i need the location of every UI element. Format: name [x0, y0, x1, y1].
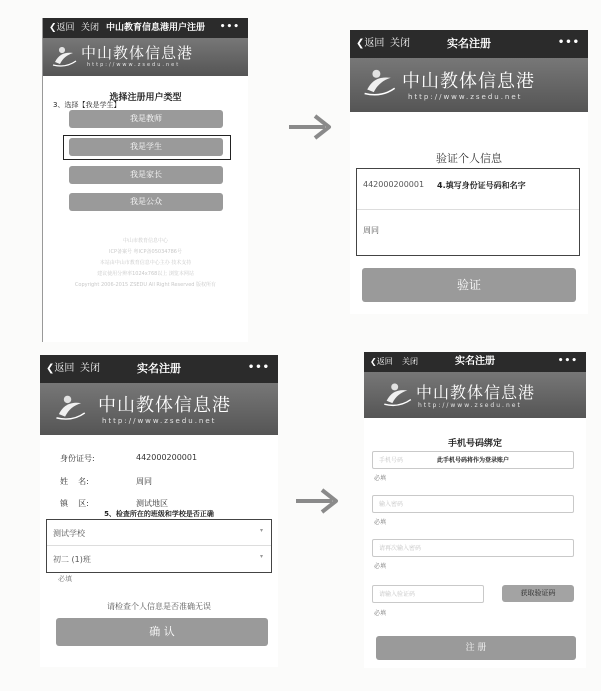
site-banner: [364, 372, 586, 418]
more-icon[interactable]: •••: [219, 22, 240, 32]
verify-button[interactable]: 验证: [362, 268, 576, 302]
page-title: 中山教育信息港用户注册: [105, 23, 205, 33]
title-bar: [43, 18, 248, 38]
back-button[interactable]: ❮返回: [46, 363, 75, 374]
footer-line: 本站由中山市教育信息中心主办 技术支持: [99, 260, 192, 266]
phone-note: 此手机号码将作为登录账户: [437, 457, 510, 464]
brand-url: http://www.zsedu.net: [418, 402, 522, 409]
more-icon[interactable]: •••: [557, 37, 580, 48]
public-button[interactable]: 我是公众: [69, 193, 223, 211]
title-bar: [40, 355, 278, 383]
dropdown-arrow-icon: ▾: [259, 527, 263, 534]
brand-url: http://www.zsedu.net: [87, 62, 181, 68]
brand-name: 中山教体信息港: [402, 71, 535, 92]
footer-line: ICP备案号 粤ICP备05034786号: [108, 249, 182, 255]
brand-name: 中山教体信息港: [81, 44, 194, 62]
footer-line: 建议使用分辨率1024x768以上 浏览本网站: [97, 271, 194, 277]
logo-icon: [382, 380, 412, 410]
arrow-right-icon: [287, 112, 333, 142]
brand-url: http://www.zsedu.net: [102, 417, 217, 425]
teacher-button[interactable]: 我是教师: [69, 110, 223, 128]
more-icon[interactable]: •••: [557, 356, 578, 366]
close-button[interactable]: 关闭: [81, 23, 100, 33]
section-heading: 选择注册用户类型: [109, 93, 182, 103]
required-note: 必填: [374, 475, 387, 482]
dropdown-arrow-icon: ▾: [259, 553, 263, 560]
back-button[interactable]: ❮返回: [49, 23, 75, 33]
back-button[interactable]: ❮返回: [370, 357, 393, 366]
screen-confirm-info: [40, 355, 278, 667]
required-note: 必填: [374, 610, 387, 617]
title-bar: [350, 30, 588, 58]
school-select[interactable]: 测试学校 ▾: [47, 520, 271, 546]
close-button[interactable]: 关闭: [80, 363, 100, 374]
arrow-right-icon: [294, 486, 340, 516]
id-number-field[interactable]: [357, 169, 579, 210]
section-heading: 验证个人信息: [436, 152, 502, 165]
site-banner: [43, 38, 248, 76]
brand-name: 中山教体信息港: [416, 383, 536, 402]
verify-form-box: [356, 168, 580, 256]
required-note: 必填: [374, 563, 387, 570]
close-button[interactable]: 关闭: [402, 357, 418, 366]
confirm-password-field[interactable]: 请再次输入密码: [372, 539, 574, 557]
class-select[interactable]: 初二 (1)班 ▾: [53, 553, 263, 564]
name-value: 周同: [136, 477, 152, 486]
page-title: 实名注册: [447, 37, 491, 50]
name-field[interactable]: 周同: [363, 226, 379, 235]
confirm-hint: 请检查个人信息是否准确无误: [107, 602, 211, 611]
confirm-button[interactable]: 确 认: [56, 618, 268, 646]
school-class-box: [46, 519, 272, 573]
section-heading: 手机号码绑定: [447, 439, 502, 449]
logo-icon: [362, 66, 396, 100]
brand-url: http://www.zsedu.net: [408, 93, 523, 101]
step-note: 5、检查所在的班级和学校是否正确: [104, 510, 214, 518]
district-value: 测试地区: [136, 499, 168, 508]
back-button[interactable]: ❮返回: [356, 38, 385, 49]
parent-button[interactable]: 我是家长: [69, 166, 223, 184]
verification-code-field[interactable]: 请输入验证码: [372, 585, 484, 603]
step-note: 4.填写身份证号码和名字: [437, 181, 526, 190]
site-banner: [350, 58, 588, 112]
screen-choose-user-type: [42, 18, 248, 342]
register-button[interactable]: 注 册: [376, 636, 576, 660]
site-banner: [40, 383, 278, 435]
password-field[interactable]: 输入密码: [372, 495, 574, 513]
required-note: 必填: [58, 575, 72, 583]
close-button[interactable]: 关闭: [390, 38, 410, 49]
logo-icon: [54, 392, 86, 424]
more-icon[interactable]: •••: [247, 362, 270, 373]
footer-line: 中山市教育信息中心: [122, 238, 168, 244]
get-code-button[interactable]: 获取验证码: [502, 585, 574, 602]
page-title: 实名注册: [455, 356, 495, 367]
phone-field[interactable]: 手机号码 此手机号码将作为登录账户: [372, 451, 574, 469]
brand-name: 中山教体信息港: [98, 395, 231, 416]
required-note: 必填: [374, 519, 387, 526]
name-label: 姓 名:: [60, 477, 89, 486]
screen-phone-binding: [364, 352, 586, 668]
student-button[interactable]: 我是学生: [69, 138, 223, 156]
title-bar: [364, 352, 586, 372]
id-label: 身份证号:: [60, 454, 95, 463]
id-value: 442000200001: [136, 453, 198, 462]
district-label: 镇 区:: [60, 499, 89, 508]
screen-verify-info: [350, 30, 588, 314]
step-note: 3、选择【我是学生】: [53, 101, 121, 109]
page-title: 实名注册: [137, 362, 181, 375]
logo-icon: [51, 44, 77, 70]
footer-line: Copyright 2006-2015 ZSEDU All Right Reserved 版权所有: [74, 282, 217, 288]
id-number-value: 442000200001: [363, 180, 425, 189]
